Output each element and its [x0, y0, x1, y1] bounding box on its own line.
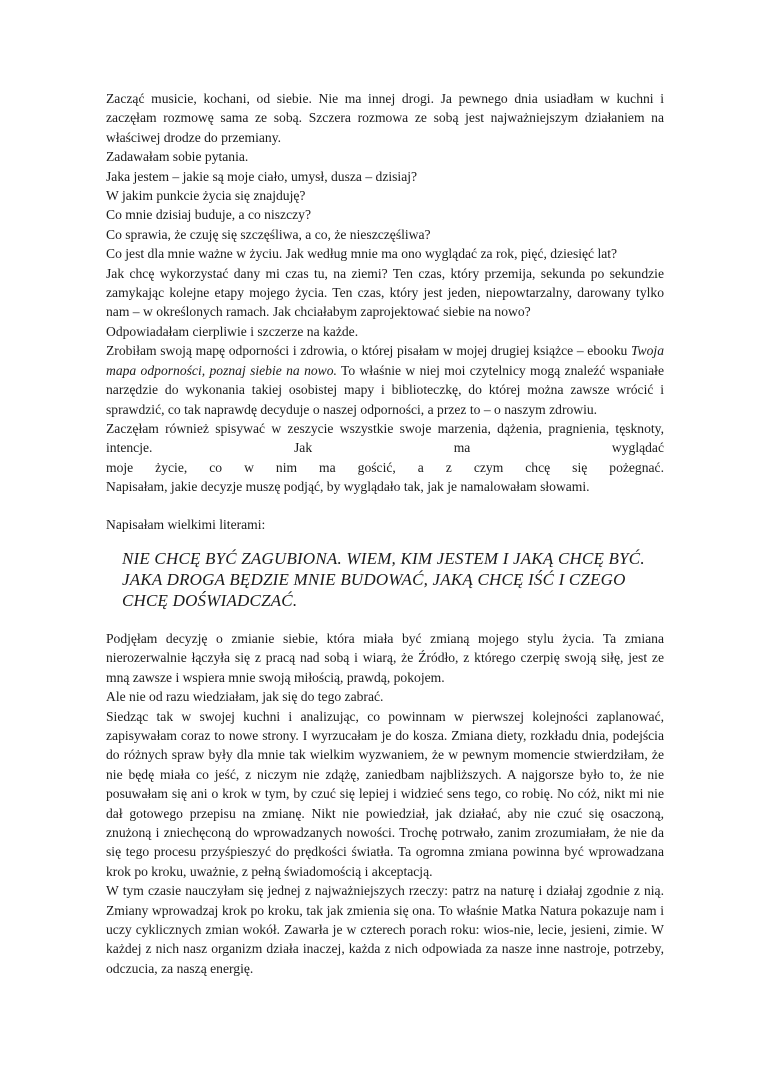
paragraph-dreams-line: Zaczęłam również spisywać w zeszycie wszystkie swoje marzenia, dążenia, pragnienia, tęsknoty, intencje. Jak ma wyglądać	[106, 420, 664, 456]
question-line: Co sprawia, że czuję się szczęśliwa, a co, że nieszczęśliwa?	[106, 226, 431, 242]
paragraph-dreams-line: Napisałam, jakie decyzje muszę podjąć, by wyglądało tak, jak je namalowałam słowami.	[106, 479, 590, 495]
paragraph-decision: Podjęłam decyzję o zmianie siebie, która miała być zmianą mojego stylu życia. Ta zmiana nierozerwalnie łączyła się z pracą nad sobą i wiarą, że Źródło, z którego czerpię swoją siłę, jest ze mną zawsze i wspiera mnie swoją miłością, prawdą, pokojem.	[106, 630, 664, 685]
question-line: W jakim punkcie życia się znajduję?	[106, 188, 306, 204]
capital-statement-line: JAKA DROGA BĘDZIE MNIE BUDOWAĆ, JAKĄ CHCĘ IŚĆ I CZEGO	[122, 569, 626, 589]
book-title: Twoja mapa odporności, poznaj siebie na nowo.	[106, 343, 664, 378]
paragraph-how: Ale nie od razu wiedziałam, jak się do tego zabrać.	[106, 689, 384, 705]
paragraph-intro: Zacząć musicie, kochani, od siebie. Nie ma innej drogi. Ja pewnego dnia usiadłam w kuchni i zaczęłam rozmowę sama ze sobą. Szczera rozmowa ze sobą jest najważniejszym działaniem na właściwej drodze do przemiany.	[106, 91, 664, 145]
question-line: Co mnie dzisiaj buduje, a co niszczy?	[106, 207, 311, 223]
paragraph-map	[106, 341, 664, 419]
capital-statement	[122, 548, 664, 611]
paragraph-dreams-line: moje życie, co w nim ma gościć, a z czym chcę się pożegnać.	[106, 459, 664, 475]
paragraph-questions-intro: Zadawałam sobie pytania.	[106, 149, 249, 165]
paragraph-kitchen: Siedząc tak w swojej kuchni i analizując, co powinnam w pierwszej kolejności zaplanować, zapisywałam coraz to nowe strony. I wyrzucałam je do kosza. Zmiana diety, rozkładu dnia, podejścia do różnych spraw były dla mnie tak wielkim wyzwaniem, że w pewnym momencie stwierdziłam, że nie będę miała co jeść, z niczym nie zdążę, zaniedbam najbliższych. A najgorsze było to, że nie posuwałam się ani o krok w tym, by czuć się lepiej i widzieć sens tego, co robię. No cóż, nikt mi nie dał gotowego przepisu na zmianę. Nikt nie powiedział, jak działać, aby nie czuć się osaczoną, znużoną i zniechęconą do wprowadzanych nowości. Trochę potrwało, zanim zrozumiałam, że nie da się tego procesu przyśpieszyć do prędkości światła. Ta ogromna zmiana powinna być wprowadzana krok po kroku, uważnie, z pełną świadomością i akceptacją.	[106, 708, 664, 879]
body-text	[106, 89, 664, 978]
question-line: Co jest dla mnie ważne w życiu. Jak według mnie ma ono wyglądać za rok, pięć, dziesięć lat?	[106, 246, 618, 262]
capital-statement-line: NIE CHCĘ BYĆ ZAGUBIONA. WIEM, KIM JESTEM I JAKĄ CHCĘ BYĆ.	[122, 548, 645, 568]
capital-statement-line: CHCĘ DOŚWIADCZAĆ.	[122, 590, 298, 610]
capital-intro: Napisałam wielkimi literami:	[106, 516, 266, 532]
map-text-after: To właśnie w niej moi czytelnicy mogą znaleźć wspaniałe narzędzie do wykonania takiej osobistej mapy i biblioteczkę, do której można zawsze wrócić i sprawdzić, co tak naprawdę decyduje o naszej odporności, a przez to – o naszym zdrowiu.	[106, 362, 664, 417]
paragraph-answers: Odpowiadałam cierpliwie i szczerze na każde.	[106, 323, 359, 339]
question-line: Jaka jestem – jakie są moje ciało, umysł, dusza – dzisiaj?	[106, 168, 418, 184]
paragraph-time: Jak chcę wykorzystać dany mi czas tu, na ziemi? Ten czas, który przemija, sekunda po sekundzie zamykając kolejne etapy mojego życia. Ten czas, który jest jeden, niepowtarzalny, darowany tylko nam – w określonych ramach. Jak chciałabym zaprojektować siebie na nowo?	[106, 265, 664, 320]
paragraph-nature: W tym czasie nauczyłam się jednej z najważniejszych rzeczy: patrz na naturę i działaj zgodnie z nią. Zmiany wprowadzaj krok po kroku, tak jak zmienia się ona. To właśnie Matka Natura pokazuje nam i uczy cyklicznych zmian wokół. Zawarła je w czterech porach roku: wios-nie, lecie, jesieni, zimie. W każdej z nich nasz organizm działa inaczej, każda z nich odpowiada za nasze inne nastroje, potrzeby, odczucia, za naszą energię.	[106, 883, 664, 976]
map-text-before: Zrobiłam swoją mapę odporności i zdrowia, o której pisałam w mojej drugiej książce – ebooku	[106, 343, 631, 359]
spacer	[106, 497, 664, 515]
